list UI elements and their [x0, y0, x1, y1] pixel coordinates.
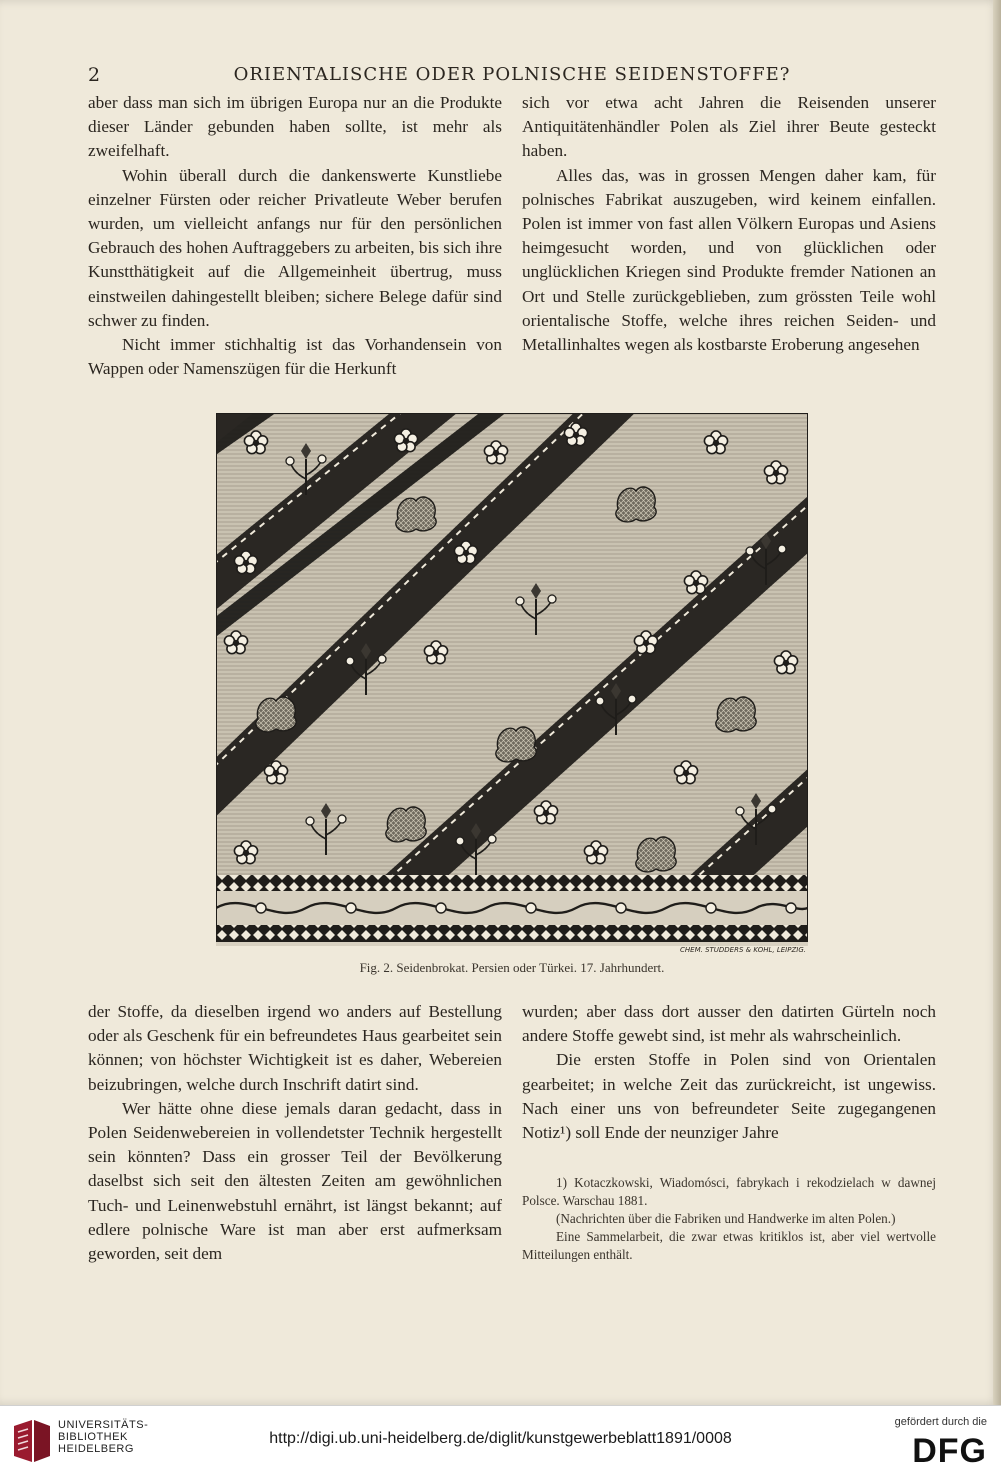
page-number: 2: [88, 64, 101, 86]
paragraph: sich vor etwa acht Jahren die Reisenden unserer Antiquitätenhändler Polen als Ziel ihrer Beute gesteckt haben.: [522, 93, 936, 161]
figure-caption: Fig. 2. Seidenbrokat. Persien oder Türkei. 17. Jahrhundert.: [359, 960, 665, 975]
library-name-line: BIBLIOTHEK: [58, 1431, 128, 1443]
brocade-illustration: [216, 413, 808, 946]
footnote: Eine Sammelarbeit, die zwar etwas kritiklos ist, aber viel wertvolle Mitteilungen enthält.: [522, 1229, 936, 1262]
text-column-top-right: [522, 91, 936, 357]
paragraph: wurden; aber dass dort ausser den datirten Gürteln noch andere Stoffe gewebt sind, ist mehr als wahrscheinlich.: [522, 1002, 936, 1046]
engraver-credit: CHEM. STUDDERS & KOHL, LEIPZIG.: [680, 946, 806, 954]
paragraph: Die ersten Stoffe in Polen sind von Orientalen gearbeitet; in welche Zeit das zurückreicht, ist ungewiss. Nach einer uns von befreundeter Seite zugegangenen Notiz¹) soll Ende der neunziger Jahre: [522, 1050, 936, 1143]
footnote: (Nachrichten über die Fabriken und Handwerke im alten Polen.): [556, 1211, 896, 1226]
paragraph: Wer hätte ohne diese jemals daran gedacht, dass in Polen Seidenwebereien in vollendetster Technik hergestellt sein könnten? Dass ein grosser Teil der Bevölkerung daselbst sich seit den ältesten Zeiten am gewöhnlichen Tuch- und Leinenwebstuhl ernährt, ist längst bekannt; auf edlere polnische Ware ist man aber erst aufmerksam geworden, seit dem: [88, 1098, 502, 1264]
paragraph: Wohin überall durch die dankenswerte Kunstliebe einzelner Fürsten oder reicher Privatleute Weber berufen wurden, um vielleicht anfangs nur für den persönlichen Gebrauch des hohen Auftraggebers zu arbeiten, bis sich ihre Kunstthätigkeit auf die Allgemeinheit übertrug, muss einstweilen dahingestellt bleiben; sichere Belege dafür sind schwer zu finden.: [88, 165, 502, 330]
paragraph: Alles das, was in grossen Mengen daher kam, für polnisches Fabrikat auszugeben, wird keinem einfallen. Polen ist immer von fast allen Völkern Europas und Asiens heimgesucht worden, und von glücklichen oder unglücklichen Kriegen sind Produkte fremder Nationen an Ort und Stelle zurückgeblieben, zum grössten Teile wohl orientalische Stoffe, welche ihres reichen Seiden- und Metallinhaltes wegen als kostbarste Eroberung angesehen: [522, 165, 936, 355]
text-column-top-left: [88, 91, 502, 381]
paragraph: aber dass man sich im übrigen Europa nur an die Produkte dieser Länder gebunden haben sollte, ist mehr als zweifelhaft.: [88, 93, 502, 161]
paragraph: Nicht immer stichhaltig ist das Vorhandensein von Wappen oder Namenszügen für die Herkunft: [88, 335, 502, 379]
library-name-line: HEIDELBERG: [58, 1443, 134, 1455]
library-name-line: UNIVERSITÄTS-: [58, 1419, 149, 1431]
running-title: ORIENTALISCHE ODER POLNISCHE SEIDENSTOFFE?: [233, 64, 791, 85]
brocade-pattern-image: [216, 413, 808, 946]
page-edge-shadow: [993, 0, 1001, 1405]
text-column-bottom-right: [522, 1000, 936, 1145]
footnote: 1) Kotaczkowski, Wiadomósci, fabrykach i rekodzielach w dawnej Polsce. Warschau 1881.: [522, 1175, 936, 1208]
digital-library-footer: [0, 1405, 1001, 1477]
paragraph: der Stoffe, da dieselben irgend wo anders auf Bestellung oder als Geschenk für ein befreundetes Haus gearbeitet sein können; von höchster Wichtigkeit ist es daher, Webereien beizubringen, welche durch Inschrift datirt sind.: [88, 1002, 502, 1094]
funding-label: gefördert durch die: [894, 1416, 987, 1428]
permalink-url[interactable]: http://digi.ub.uni-heidelberg.de/diglit/kunstgewerbeblatt1891/0008: [269, 1430, 732, 1447]
text-column-bottom-left: [88, 1000, 502, 1266]
dfg-logo: DFG: [912, 1432, 987, 1470]
footnotes: [522, 1174, 936, 1264]
running-header: [88, 62, 936, 92]
